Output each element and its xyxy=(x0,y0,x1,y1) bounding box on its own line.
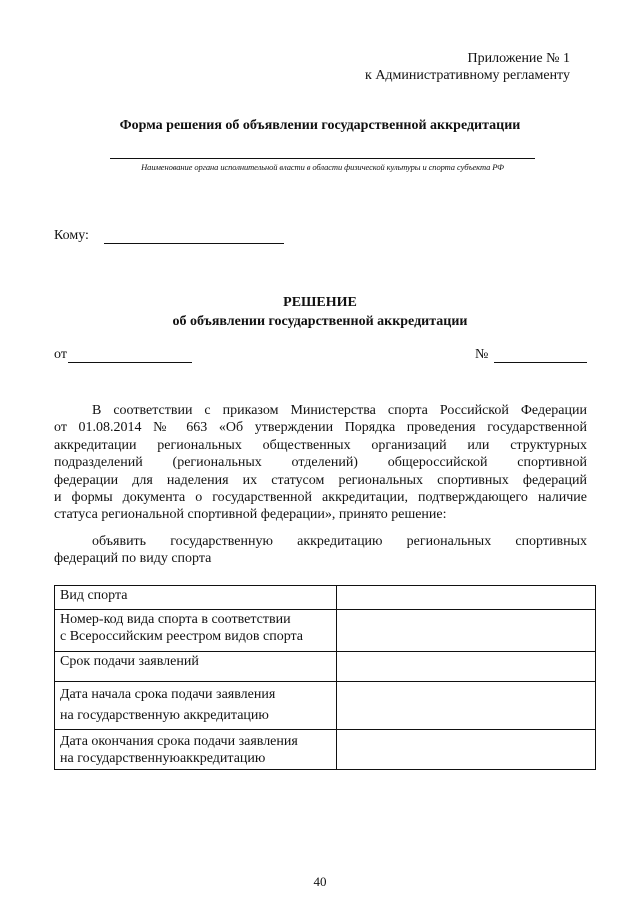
body-line: аккредитации региональных общественных организаций или структурных xyxy=(54,437,587,453)
table-row xyxy=(55,682,596,730)
table-label-line: Вид спорта xyxy=(60,588,128,603)
table-row xyxy=(55,652,596,682)
table-value-cell[interactable] xyxy=(337,586,596,610)
table-label-cell xyxy=(55,682,337,730)
page-number: 40 xyxy=(313,874,327,889)
table-label-cell xyxy=(55,610,337,652)
date-blank-line[interactable] xyxy=(68,362,192,363)
table-label-line: Дата начала срока подачи заявления xyxy=(60,687,276,702)
table-label-line: Номер-код вида спорта в соответствии xyxy=(60,612,291,627)
table-label-cell xyxy=(55,652,337,682)
table-value-cell[interactable] xyxy=(337,652,596,682)
table-label-line: Срок подачи заявлений xyxy=(60,654,199,669)
table-label-line: на государственнуюаккредитацию xyxy=(60,751,266,766)
org-name-blank-line[interactable] xyxy=(110,158,535,159)
number-label: № xyxy=(475,347,489,362)
decision-paragraph xyxy=(54,533,587,568)
table-label-cell xyxy=(55,586,337,610)
body-line: от 01.08.2014 № 663 «Об утверждении Порядка проведения государственной xyxy=(54,420,587,436)
table-value-cell[interactable] xyxy=(337,610,596,652)
recipient-blank-line[interactable] xyxy=(104,243,284,244)
table-value-cell[interactable] xyxy=(337,682,596,730)
body-paragraph xyxy=(54,402,587,524)
form-title: Форма решения об объявлении государственной аккредитации xyxy=(119,118,521,133)
accreditation-info-table xyxy=(54,585,596,770)
decision-subtitle: об объявлении государственной аккредитации xyxy=(172,314,468,329)
appendix-line-2: к Административному регламенту xyxy=(365,68,570,83)
body-line: В соответствии с приказом Министерства спорта Российской Федерации xyxy=(92,403,587,418)
decision-line: федераций по виду спорта xyxy=(54,551,212,567)
table-row xyxy=(55,610,596,652)
recipient-label: Кому: xyxy=(54,228,89,243)
table-value-cell[interactable] xyxy=(337,730,596,770)
number-blank-line[interactable] xyxy=(494,362,587,363)
body-line: статуса региональной спортивной федерации», принято решение: xyxy=(54,507,447,523)
decision-title: РЕШЕНИЕ xyxy=(283,295,357,310)
table-label-line: на государственную аккредитацию xyxy=(60,708,269,723)
body-line: подразделений (региональных отделений) общероссийской спортивной xyxy=(54,455,587,471)
appendix-line-1: Приложение № 1 xyxy=(467,51,570,66)
table-row xyxy=(55,730,596,770)
body-line: федерации для наделения их статусом региональных спортивных федераций xyxy=(54,472,587,488)
table-label-line: с Всероссийским реестром видов спорта xyxy=(60,629,304,644)
table-label-line: Дата окончания срока подачи заявления xyxy=(60,734,298,749)
date-label: от xyxy=(54,347,67,362)
org-name-caption: Наименование органа исполнительной власти в области физической культуры и спорта субъекта РФ xyxy=(141,162,504,172)
decision-line: объявить государственную аккредитацию региональных спортивных xyxy=(92,534,587,549)
body-line: и формы документа о государственной аккредитации, подтверждающего наличие xyxy=(54,489,587,505)
table-label-cell xyxy=(55,730,337,770)
table-row xyxy=(55,586,596,610)
